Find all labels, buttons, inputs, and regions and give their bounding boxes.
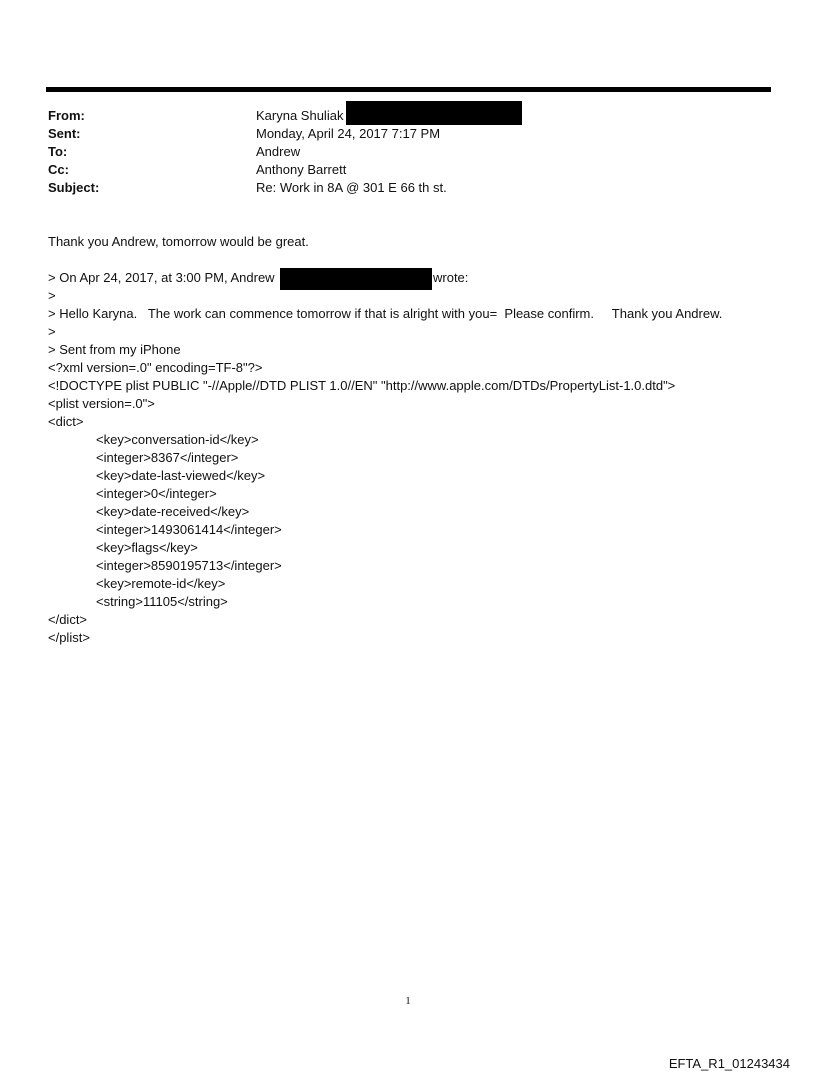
cc-value: Anthony Barrett bbox=[256, 162, 347, 177]
dict-line: <key>flags</key> bbox=[96, 540, 198, 555]
dict-close-tag: </dict> bbox=[48, 612, 88, 627]
dict-line: <key>conversation-id</key> bbox=[96, 432, 259, 447]
sent-value: Monday, April 24, 2017 7:17 PM bbox=[256, 126, 441, 141]
subject-value: Re: Work in 8A @ 301 E 66 th st. bbox=[256, 180, 447, 195]
to-label: To: bbox=[48, 144, 68, 159]
document-id: EFTA_R1_01243434 bbox=[668, 1056, 790, 1071]
quote-blank-line: > bbox=[48, 324, 56, 339]
from-value: Karyna Shuliak bbox=[256, 108, 344, 123]
dict-line: <integer>1493061414</integer> bbox=[96, 522, 282, 537]
plist-doctype: <!DOCTYPE plist PUBLIC "-//Apple//DTD PLIST 1.0//EN" "http://www.apple.com/DTDs/PropertyList-1.0.dtd"> bbox=[48, 378, 676, 393]
dict-line: <key>date-last-viewed</key> bbox=[96, 468, 266, 483]
plist-close-tag: </plist> bbox=[48, 630, 90, 645]
quote-intro-start: > On Apr 24, 2017, at 3:00 PM, Andrew bbox=[48, 270, 275, 285]
page-number: 1 bbox=[405, 995, 411, 1007]
redaction-block-sender bbox=[280, 268, 432, 290]
dict-open-tag: <dict> bbox=[48, 414, 84, 429]
header-rule bbox=[46, 87, 771, 92]
reply-text: Thank you Andrew, tomorrow would be great. bbox=[48, 234, 309, 249]
quote-signature: > Sent from my iPhone bbox=[48, 342, 181, 357]
plist-open-tag: <plist version=.0"> bbox=[48, 396, 155, 411]
sent-label: Sent: bbox=[48, 126, 81, 141]
xml-declaration: <?xml version=.0" encoding=TF-8"?> bbox=[48, 360, 263, 375]
cc-label: Cc: bbox=[48, 162, 69, 177]
dict-line: <integer>8590195713</integer> bbox=[96, 558, 282, 573]
dict-line: <integer>0</integer> bbox=[96, 486, 217, 501]
subject-label: Subject: bbox=[48, 180, 100, 195]
quote-intro-end: wrote: bbox=[433, 270, 469, 285]
quote-blank-line: > bbox=[48, 288, 56, 303]
from-label: From: bbox=[48, 108, 85, 123]
dict-line: <string>11105</string> bbox=[96, 594, 228, 609]
quote-message: > Hello Karyna. The work can commence tomorrow if that is alright with you= Please confirm. Thank you Andrew. bbox=[48, 306, 723, 321]
dict-line: <integer>8367</integer> bbox=[96, 450, 239, 465]
dict-line: <key>date-received</key> bbox=[96, 504, 250, 519]
dict-line: <key>remote-id</key> bbox=[96, 576, 226, 591]
to-value: Andrew bbox=[256, 144, 301, 159]
redaction-block-email bbox=[346, 101, 522, 125]
